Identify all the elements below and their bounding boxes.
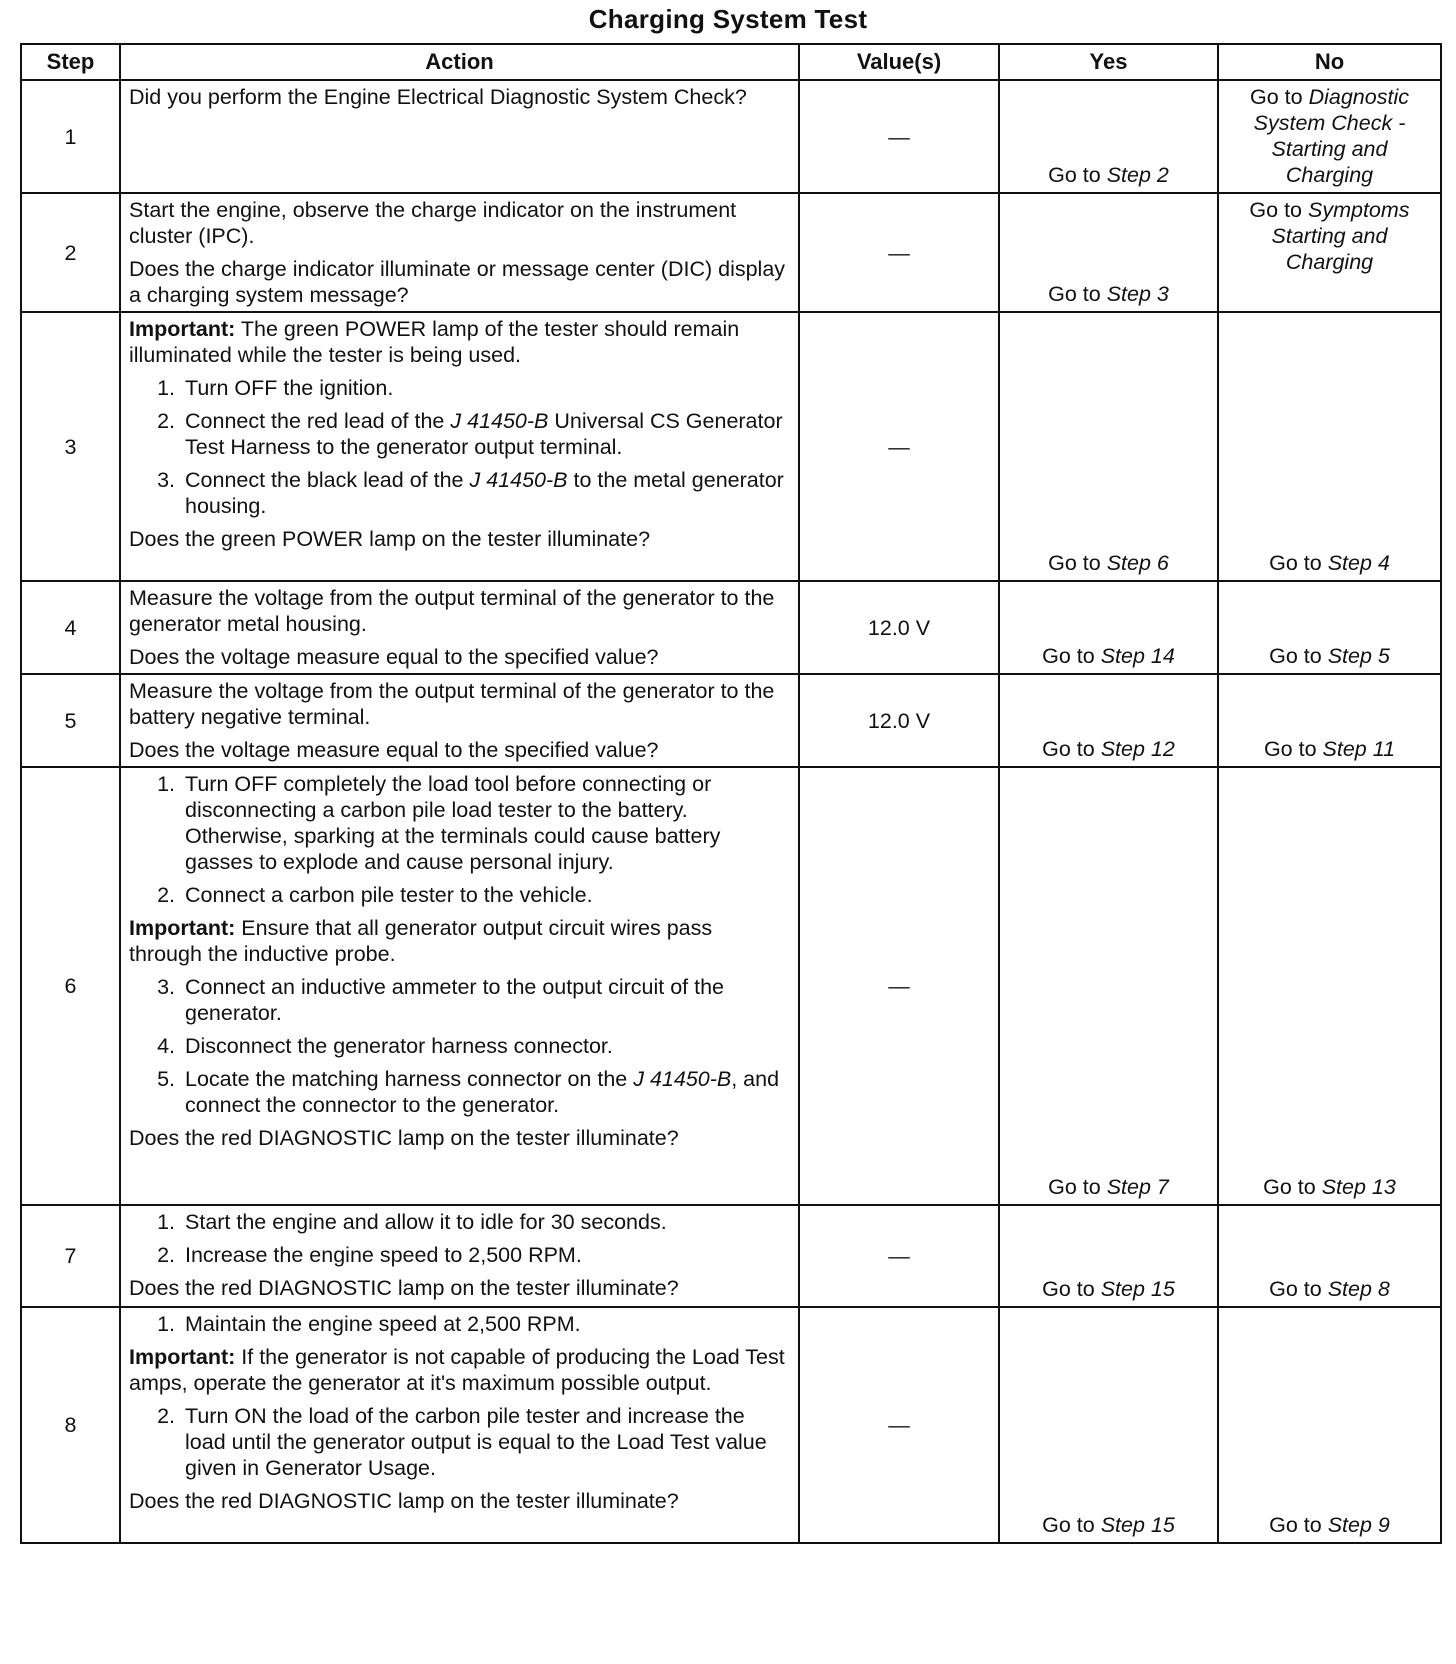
no-step-link[interactable]: Step 11 (1322, 737, 1396, 761)
value-cell: — (799, 1307, 999, 1543)
action-cell (120, 80, 799, 193)
step-number: 5 (21, 674, 120, 767)
no-cell (1218, 1307, 1441, 1543)
yes-step-link[interactable]: Step 15 (1100, 1513, 1175, 1537)
no-prefix: Go to (1249, 198, 1303, 222)
no-cell (1218, 767, 1441, 1205)
action-cell (120, 312, 799, 581)
action-cell (120, 674, 799, 767)
item-text-post: to the metal generator housing. (185, 468, 784, 518)
yes-cell (999, 312, 1218, 581)
item-text-pre: Connect the red lead of the (185, 409, 445, 433)
item-number: 3. (157, 975, 175, 999)
step-number: 8 (21, 1307, 120, 1543)
important-text: Ensure that all generator output circuit wires pass through the inductive probe. (129, 916, 713, 966)
item-text (185, 1066, 790, 1118)
item-number: 1. (157, 376, 175, 400)
value-cell: — (799, 767, 999, 1205)
document-title: Charging System Test (588, 4, 868, 34)
header-values: Value(s) (799, 44, 999, 80)
item-text: Disconnect the generator harness connector. (185, 1034, 613, 1058)
yes-prefix: Go to (1048, 163, 1101, 187)
no-prefix: Go to (1269, 1277, 1322, 1301)
step-number: 2 (21, 193, 120, 312)
table-row (21, 312, 1441, 581)
yes-prefix: Go to (1042, 1277, 1095, 1301)
action-question: Did you perform the Engine Electrical Diagnostic System Check? (129, 85, 747, 109)
table-row (21, 1205, 1441, 1307)
list-item (129, 1311, 790, 1337)
yes-cell (999, 80, 1218, 193)
no-cell (1218, 312, 1441, 581)
item-text: Start the engine and allow it to idle for 30 seconds. (185, 1210, 667, 1234)
yes-step-link[interactable]: Step 3 (1106, 282, 1169, 306)
no-step-link[interactable]: Symptoms Starting and Charging (1271, 198, 1410, 274)
yes-step-link[interactable]: Step 7 (1106, 1175, 1169, 1199)
item-number: 2. (157, 409, 175, 433)
list-item (129, 1209, 790, 1235)
list-item (129, 1403, 790, 1481)
yes-prefix: Go to (1042, 1513, 1095, 1537)
item-text (185, 408, 790, 460)
header-action: Action (120, 44, 799, 80)
table-header-row (21, 44, 1441, 80)
item-number: 3. (157, 468, 175, 492)
yes-prefix: Go to (1042, 737, 1095, 761)
value-cell: 12.0 V (799, 581, 999, 674)
value-cell: — (799, 193, 999, 312)
action-cell (120, 1205, 799, 1307)
list-item (129, 771, 790, 875)
yes-prefix: Go to (1048, 551, 1101, 575)
action-question: Does the voltage measure equal to the specified value? (129, 645, 659, 669)
no-prefix: Go to (1263, 737, 1317, 761)
yes-prefix: Go to (1048, 282, 1101, 306)
yes-cell (999, 1307, 1218, 1543)
value-cell: — (799, 1205, 999, 1307)
no-prefix: Go to (1269, 1513, 1322, 1537)
item-number: 2. (157, 883, 175, 907)
yes-cell (999, 193, 1218, 312)
action-instruction: Start the engine, observe the charge indicator on the instrument cluster (IPC). (129, 198, 737, 248)
action-instruction: Measure the voltage from the output terminal of the generator to the generator metal housing. (129, 586, 775, 636)
no-step-link[interactable]: Step 9 (1327, 1513, 1390, 1537)
header-no: No (1218, 44, 1441, 80)
yes-step-link[interactable]: Step 14 (1100, 644, 1175, 668)
tool-reference: J 41450-B (469, 468, 568, 492)
item-text: Increase the engine speed to 2,500 RPM. (185, 1243, 582, 1267)
action-question: Does the red DIAGNOSTIC lamp on the tester illuminate? (129, 1489, 679, 1513)
action-question: Does the red DIAGNOSTIC lamp on the tester illuminate? (129, 1126, 679, 1150)
item-text: Turn OFF completely the load tool before connecting or disconnecting a carbon pile load tester to the battery. Otherwise, sparking at the terminals could cause battery gasses to explode and cause personal injury. (185, 772, 721, 874)
no-prefix: Go to (1250, 85, 1303, 109)
action-cell (120, 193, 799, 312)
item-text (185, 467, 790, 519)
no-step-link[interactable]: Step 5 (1327, 644, 1390, 668)
item-text: Turn OFF the ignition. (185, 376, 394, 400)
yes-cell (999, 674, 1218, 767)
charging-system-test-table (20, 43, 1442, 1544)
item-text-pre: Connect the black lead of the (185, 468, 464, 492)
list-item (129, 1066, 790, 1118)
step-number: 3 (21, 312, 120, 581)
item-number: 4. (157, 1034, 175, 1058)
list-item (129, 375, 790, 401)
action-question: Does the charge indicator illuminate or message center (DIC) display a charging system message? (129, 257, 786, 307)
item-number: 2. (157, 1404, 175, 1428)
no-step-link[interactable]: Diagnostic System Check - Starting and Charging (1253, 85, 1409, 187)
step-number: 1 (21, 80, 120, 193)
action-question: Does the red DIAGNOSTIC lamp on the tester illuminate? (129, 1276, 679, 1300)
header-yes: Yes (999, 44, 1218, 80)
yes-step-link[interactable]: Step 12 (1100, 737, 1175, 761)
yes-cell (999, 1205, 1218, 1307)
header-step: Step (21, 44, 120, 80)
table-row (21, 581, 1441, 674)
yes-prefix: Go to (1042, 644, 1095, 668)
table-row (21, 767, 1441, 1205)
yes-step-link[interactable]: Step 6 (1106, 551, 1169, 575)
important-note (129, 1344, 790, 1396)
item-text-post: Universal CS Generator Test Harness to the generator output terminal. (185, 409, 783, 459)
table-row (21, 674, 1441, 767)
no-step-link[interactable]: Step 4 (1327, 551, 1390, 575)
action-cell (120, 581, 799, 674)
no-prefix: Go to (1263, 1175, 1316, 1199)
item-text: Connect an inductive ammeter to the output circuit of the generator. (185, 975, 724, 1025)
no-step-link[interactable]: Step 13 (1321, 1175, 1396, 1199)
yes-step-link[interactable]: Step 2 (1106, 163, 1169, 187)
value-cell: — (799, 80, 999, 193)
table-row (21, 193, 1441, 312)
item-text: Connect a carbon pile tester to the vehicle. (185, 883, 593, 907)
list-item (129, 467, 790, 519)
item-text: Turn ON the load of the carbon pile tester and increase the load until the generator output is equal to the Load Test value given in Generator Usage. (185, 1404, 767, 1480)
action-cell (120, 1307, 799, 1543)
list-item (129, 1033, 790, 1059)
item-number: 1. (157, 772, 175, 796)
item-number: 2. (157, 1243, 175, 1267)
important-note (129, 915, 790, 967)
list-item (129, 882, 790, 908)
table-row (21, 80, 1441, 193)
item-text-post: , and connect the connector to the generator. (185, 1067, 780, 1117)
no-cell (1218, 674, 1441, 767)
list-item (129, 408, 790, 460)
no-prefix: Go to (1269, 644, 1322, 668)
list-item (129, 1242, 790, 1268)
item-text: Maintain the engine speed at 2,500 RPM. (185, 1312, 581, 1336)
table-row (21, 1307, 1441, 1543)
list-item (129, 974, 790, 1026)
no-prefix: Go to (1269, 551, 1322, 575)
step-number: 6 (21, 767, 120, 1205)
yes-cell (999, 581, 1218, 674)
item-number: 5. (157, 1067, 175, 1091)
important-label: Important: (129, 317, 236, 341)
no-cell (1218, 80, 1441, 193)
important-note (129, 316, 790, 368)
tool-reference: J 41450-B (633, 1067, 732, 1091)
yes-step-link[interactable]: Step 15 (1100, 1277, 1175, 1301)
no-cell (1218, 581, 1441, 674)
action-instruction: Measure the voltage from the output terminal of the generator to the battery negative terminal. (129, 679, 775, 729)
value-cell: 12.0 V (799, 674, 999, 767)
action-cell (120, 767, 799, 1205)
no-cell (1218, 193, 1441, 312)
important-text: The green POWER lamp of the tester should remain illuminated while the tester is being used. (129, 317, 740, 367)
important-text: If the generator is not capable of producing the Load Test amps, operate the generator at it's maximum possible output. (129, 1345, 785, 1395)
step-number: 7 (21, 1205, 120, 1307)
yes-cell (999, 767, 1218, 1205)
item-number: 1. (157, 1210, 175, 1234)
action-question: Does the green POWER lamp on the tester illuminate? (129, 527, 651, 551)
step-number: 4 (21, 581, 120, 674)
yes-prefix: Go to (1048, 1175, 1101, 1199)
important-label: Important: (129, 1345, 236, 1369)
tool-reference: J 41450-B (450, 409, 549, 433)
action-question: Does the voltage measure equal to the specified value? (129, 738, 659, 762)
item-text-pre: Locate the matching harness connector on the (185, 1067, 628, 1091)
value-cell: — (799, 312, 999, 581)
item-number: 1. (157, 1312, 175, 1336)
important-label: Important: (129, 916, 236, 940)
no-cell (1218, 1205, 1441, 1307)
no-step-link[interactable]: Step 8 (1327, 1277, 1390, 1301)
